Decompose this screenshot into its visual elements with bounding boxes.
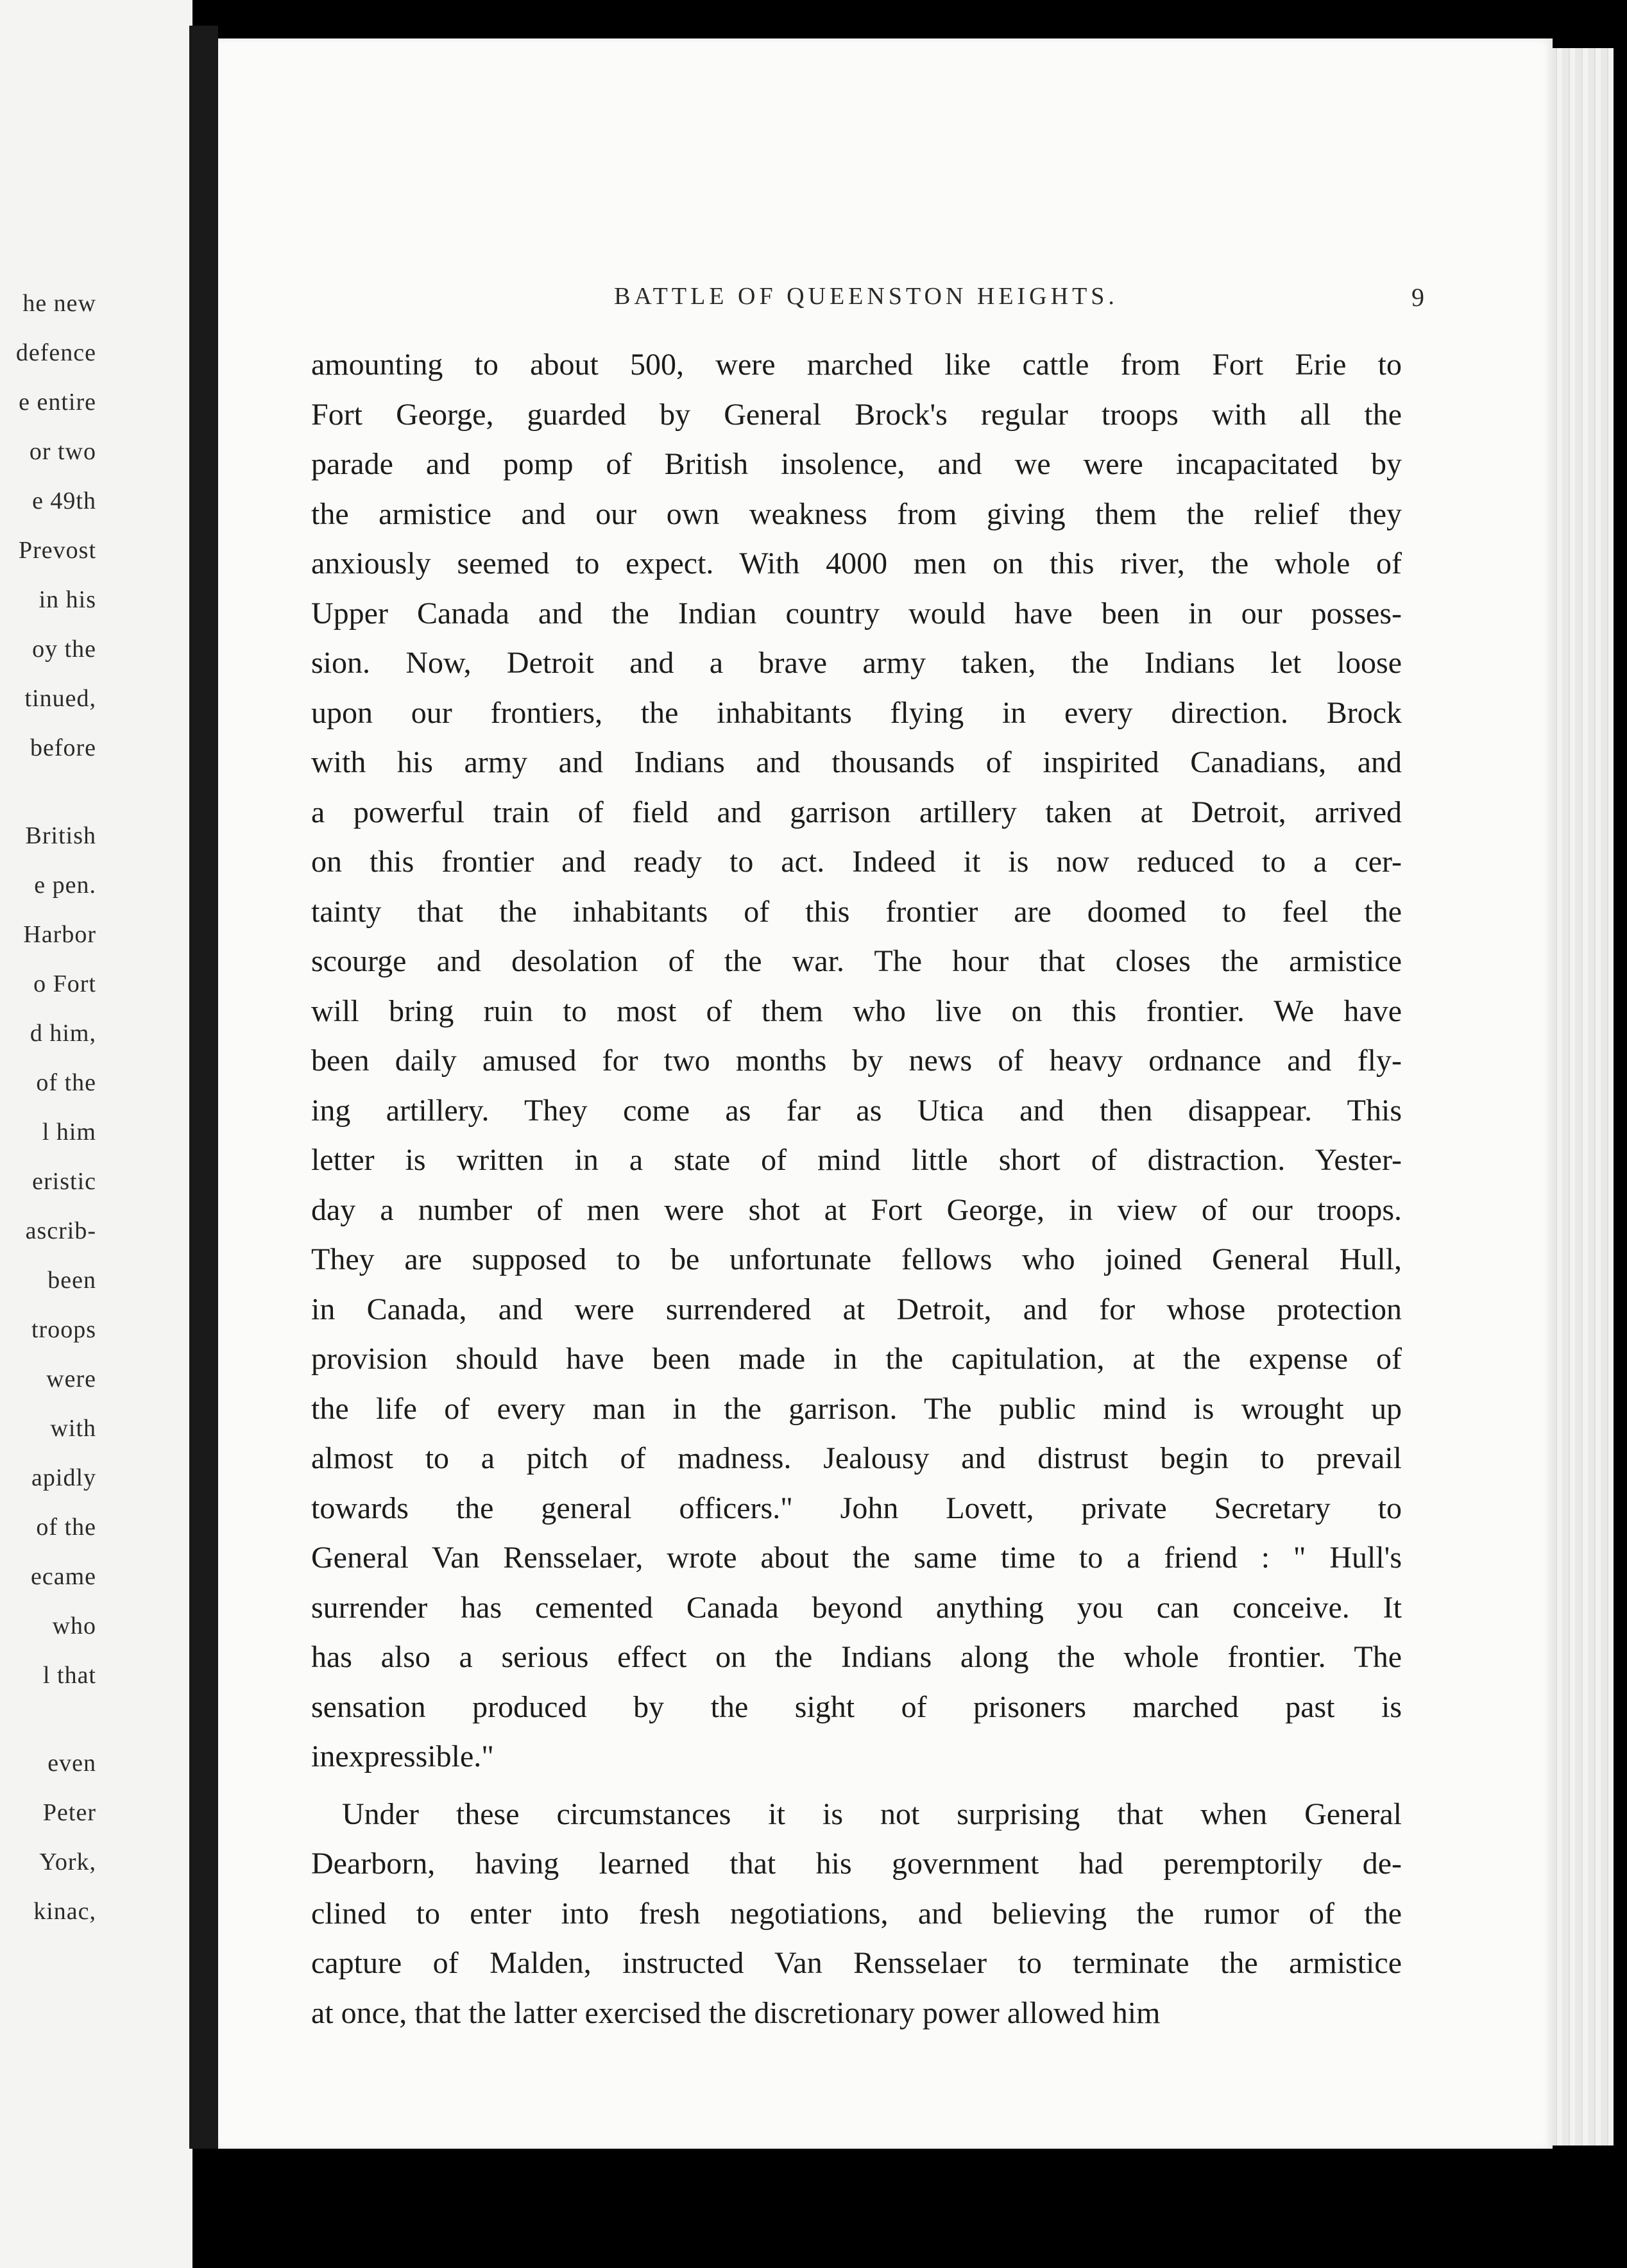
- text-line: in Canada, and were surrendered at Detroit, and for whose protection: [311, 1292, 1402, 1326]
- text-line: at once, that the latter exercised the discretionary power allowed him: [311, 1995, 1161, 2030]
- left-fragment: were: [46, 1366, 96, 1392]
- left-fragment: with: [50, 1415, 96, 1442]
- left-fragment: e 49th: [32, 487, 96, 514]
- left-fragment: o Fort: [33, 970, 96, 997]
- left-fragment: before: [30, 734, 96, 761]
- left-fragment: defence: [15, 339, 96, 366]
- text-line: upon our frontiers, the inhabitants flying in every direction. Brock: [311, 695, 1402, 730]
- left-fragment: he new: [22, 290, 96, 317]
- text-line: Under these circumstances it is not surprising that when General: [342, 1797, 1402, 1831]
- left-fragment: in his: [38, 586, 96, 613]
- left-fragment: kinac,: [33, 1898, 96, 1925]
- paragraph: [311, 340, 1402, 1782]
- text-line: Upper Canada and the Indian country would have been in our posses-: [311, 596, 1402, 630]
- text-line: anxiously seemed to expect. With 4000 men on this river, the whole of: [311, 546, 1402, 580]
- text-line: letter is written in a state of mind little short of distraction. Yester-: [311, 1143, 1402, 1177]
- left-fragment: or two: [29, 438, 96, 465]
- text-line: surrender has cemented Canada beyond anything you can conceive. It: [311, 1590, 1402, 1625]
- left-fragment: British: [25, 822, 96, 849]
- text-line: General Van Rensselaer, wrote about the same time to a friend : " Hull's: [311, 1541, 1402, 1575]
- running-head: [218, 282, 1553, 321]
- left-fragment: of the: [36, 1514, 96, 1541]
- text-line: been daily amused for two months by news of heavy ordnance and fly-: [311, 1044, 1402, 1078]
- left-fragment: tinued,: [24, 685, 96, 712]
- text-line: amounting to about 500, were marched like cattle from Fort Erie to: [311, 348, 1402, 382]
- book-spine: [189, 26, 218, 2149]
- text-line: ing artillery. They come as far as Utica and then disappear. This: [311, 1093, 1402, 1128]
- text-line: clined to enter into fresh negotiations, and believing the rumor of the: [311, 1896, 1402, 1931]
- text-line: provision should have been made in the capitulation, at the expense of: [311, 1342, 1402, 1376]
- left-fragment: e pen.: [34, 872, 96, 899]
- text-line: inexpressible.": [311, 1739, 494, 1773]
- left-fragment: Harbor: [23, 921, 96, 948]
- text-line: the life of every man in the garrison. The public mind is wrought up: [311, 1391, 1402, 1426]
- left-facing-page: [0, 0, 192, 2268]
- text-line: They are supposed to be unfortunate fellows who joined General Hull,: [311, 1242, 1402, 1276]
- left-fragment: ecame: [30, 1563, 96, 1590]
- text-line: the armistice and our own weakness from giving them the relief they: [311, 496, 1402, 531]
- body-text: [311, 340, 1402, 2038]
- text-line: a powerful train of field and garrison artillery taken at Detroit, arrived: [311, 795, 1402, 829]
- text-line: tainty that the inhabitants of this frontier are doomed to feel the: [311, 894, 1402, 929]
- left-fragment: e entire: [19, 389, 96, 416]
- text-line: almost to a pitch of madness. Jealousy and distrust begin to prevail: [311, 1441, 1402, 1475]
- page-number: 9: [1411, 283, 1424, 312]
- text-line: on this frontier and ready to act. Indeed it is now reduced to a cer-: [311, 845, 1402, 879]
- left-fragment: l that: [42, 1662, 96, 1689]
- left-fragment: apidly: [31, 1464, 96, 1491]
- text-line: scourge and desolation of the war. The hour that closes the armistice: [311, 944, 1402, 978]
- text-line: Fort George, guarded by General Brock's regular troops with all the: [311, 397, 1402, 432]
- left-fragment: oy the: [32, 636, 96, 663]
- left-fragment: been: [47, 1267, 96, 1294]
- left-fragment: of the: [36, 1069, 96, 1096]
- text-line: parade and pomp of British insolence, and we were incapacitated by: [311, 447, 1402, 481]
- left-fragment: d him,: [30, 1020, 96, 1047]
- text-line: Dearborn, having learned that his government had peremptorily de-: [311, 1847, 1402, 1881]
- left-fragment: York,: [39, 1849, 96, 1875]
- paragraph: [311, 1790, 1402, 2038]
- page-edges: [1549, 48, 1614, 2145]
- text-line: sensation produced by the sight of prisoners marched past is: [311, 1689, 1402, 1724]
- text-line: will bring ruin to most of them who live on this frontier. We have: [311, 994, 1402, 1028]
- left-fragment: Peter: [42, 1799, 96, 1826]
- text-line: sion. Now, Detroit and a brave army taken, the Indians let loose: [311, 646, 1402, 680]
- text-line: day a number of men were shot at Fort George, in view of our troops.: [311, 1192, 1402, 1227]
- text-line: towards the general officers." John Lovett, private Secretary to: [311, 1491, 1402, 1525]
- text-line: has also a serious effect on the Indians along the whole frontier. The: [311, 1640, 1402, 1674]
- left-fragment: even: [47, 1750, 96, 1777]
- left-page-text: [0, 279, 96, 1936]
- left-fragment: ascrib-: [25, 1217, 96, 1244]
- book-page: [218, 38, 1553, 2149]
- left-fragment: who: [52, 1612, 96, 1639]
- running-title: BATTLE OF QUEENSTON HEIGHTS.: [614, 283, 1118, 310]
- text-line: capture of Malden, instructed Van Rensselaer to terminate the armistice: [311, 1946, 1402, 1980]
- text-line: with his army and Indians and thousands of inspirited Canadians, and: [311, 745, 1402, 779]
- left-fragment: troops: [31, 1316, 96, 1343]
- left-fragment: Prevost: [19, 537, 96, 564]
- left-fragment: eristic: [32, 1168, 96, 1195]
- left-fragment: l him: [42, 1119, 96, 1146]
